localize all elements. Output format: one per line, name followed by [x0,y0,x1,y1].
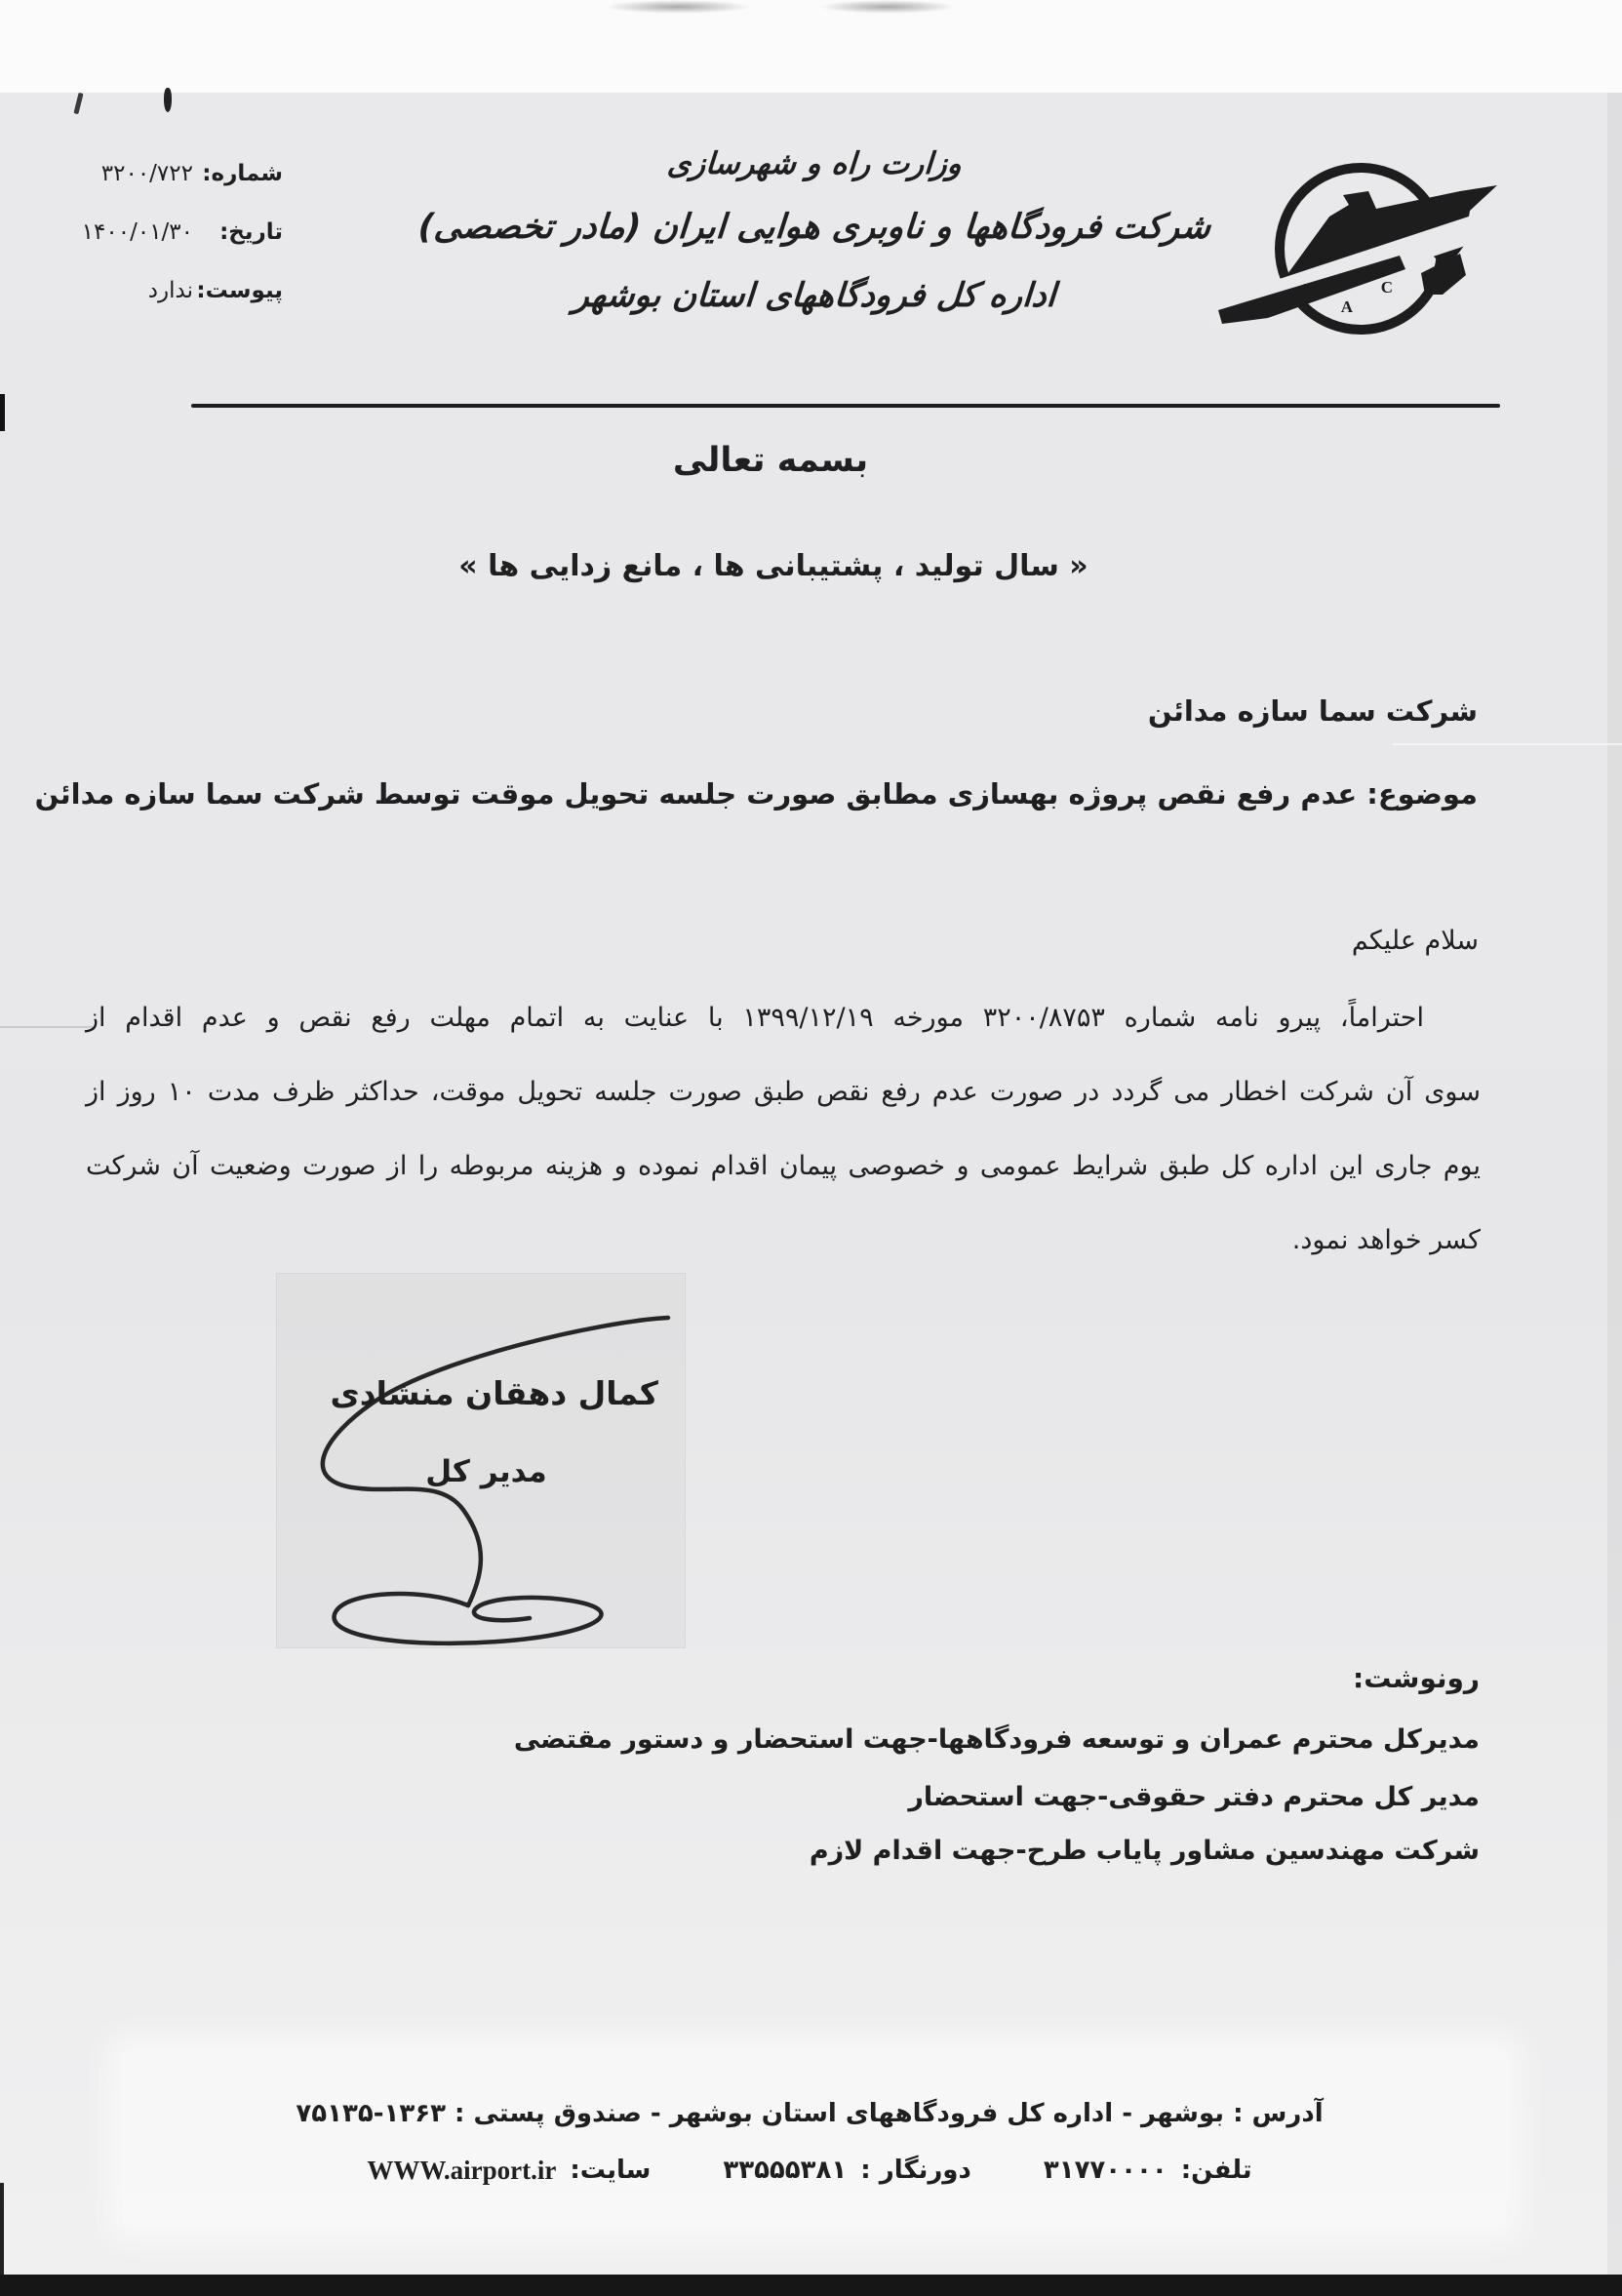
scan-artifact [0,2183,4,2275]
org-header [390,137,1239,328]
date-value: ۱۴۰۰/۰۱/۳۰ [81,219,193,245]
cc-item: مدیر کل محترم دفتر حقوقی-جهت استحضار [908,1782,1480,1812]
body-line-2: سوی آن شرکت اخطار می گردد در صورت عدم رفع نقص طبق صورت جلسه تحویل موقت، حداکثر ظرف مدت ۱۰ روز از [86,1077,1481,1107]
attachment-value: ندارد [147,278,193,303]
recipient-line: شرکت سما سازه مدائن [1147,694,1478,728]
footer-address: آدرس : بوشهر - اداره کل فرودگاههای استان بوشهر - صندوق پستی : ۱۳۶۳-۷۵۱۳۵ [296,2099,1324,2128]
scan-smudge [605,0,751,14]
scanner-bottom-band [0,2275,1622,2296]
number-value: ۳۲۰۰/۷۲۲ [100,161,193,186]
fax-value: ۳۳۵۵۵۳۸۱ [723,2156,848,2185]
body-line-3: یوم جاری این اداره کل طبق شرایط عمومی و خصوصی پیمان اقدام نموده و هزینه مربوطه را از صورت وضعیت آن شرکت [86,1151,1481,1181]
signer-title: مدیر کل [425,1454,547,1489]
phone-label: تلفن: [1180,2156,1252,2185]
spacer [664,2156,709,2186]
scan-artifact [164,88,172,112]
company-name: شرکت فرودگاهها و ناوبری هوایی ایران (مادر تخصصی) [416,208,1212,247]
letter-paper [0,93,1622,2275]
site-label: سایت: [570,2156,652,2185]
signature-block [276,1273,686,1648]
cc-item: مدیرکل محترم عمران و توسعه فرودگاهها-جهت استحضار و دستور مقتضی [513,1724,1480,1755]
salutation-line: سلام علیکم [1351,926,1479,956]
date-label: تاریخ: [219,219,283,245]
attachment-row [59,278,283,307]
letter-number-row [59,161,283,190]
year-slogan: « سال تولید ، پشتیبانی ها ، مانع زدایی ها » [458,549,1088,583]
attachment-label: پیوست: [196,278,283,303]
body-line-1: احتراماً، پیرو نامه شماره ۳۲۰۰/۸۷۵۳ مورخه ۱۳۹۹/۱۲/۱۹ با عنایت به اتمام مهلت رفع نقص و عدم اقدام از [86,1003,1424,1033]
cc-item: شرکت مهندسین مشاور پایاب طرح-جهت اقدام لازم [809,1836,1480,1866]
letter-date-row [59,219,283,249]
body-line-4: کسر خواهد نمود. [1291,1225,1481,1255]
scan-artifact [0,394,5,431]
paper-crease [0,1026,93,1028]
site-url: WWW.airport.ir [367,2156,557,2185]
office-name: اداره کل فرودگاههای استان بوشهر [572,276,1057,315]
cc-section [513,1662,1480,1866]
paper-crease [1393,743,1622,745]
scan-light-patch [122,2050,1507,2226]
subject-line: موضوع: عدم رفع نقص پروژه بهسازی مطابق صورت جلسه تحویل موقت توسط شرکت سما سازه مدائن [34,777,1478,811]
header-divider-rule [191,404,1500,408]
invocation: بسمه تعالی [672,441,869,480]
logo-letter-i: I [1303,280,1310,298]
footer-contact-line [176,2156,1444,2186]
cc-label: رونوشت: [1353,1662,1480,1694]
logo-letter-a: A [1340,297,1353,316]
ministry-name: وزارت راه و شهرسازی [665,146,964,181]
signer-name: کمال دهقان منشادی [330,1374,658,1412]
scan-edge-shade [1607,93,1622,2275]
iac-airports-logo-icon [1214,156,1507,346]
spacer [985,2156,1030,2186]
fax-label: دورنگار : [860,2156,971,2185]
logo-letter-c: C [1380,278,1393,297]
scan-smudge [819,0,956,14]
number-label: شماره: [202,161,283,186]
phone-value: ۳۱۷۷۰۰۰۰ [1043,2156,1167,2185]
